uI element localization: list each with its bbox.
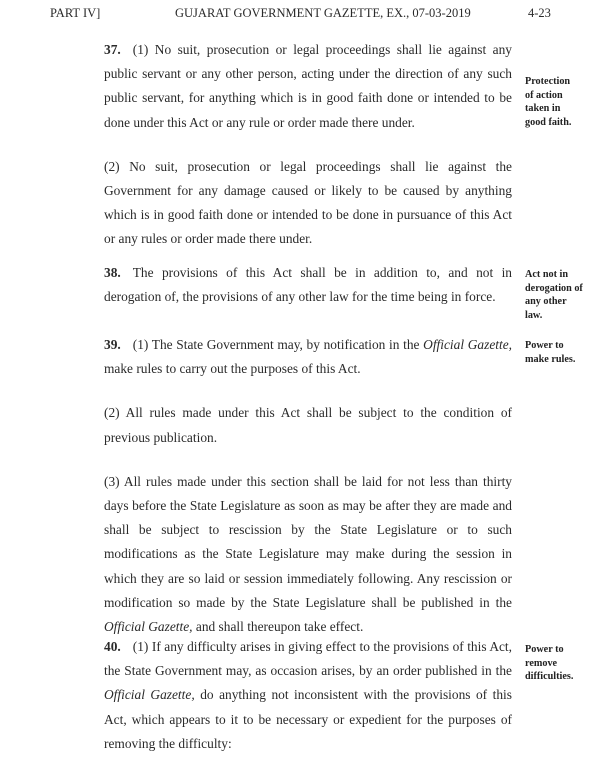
section-38-para-1: [104, 261, 512, 309]
margin-note-38: [525, 268, 605, 322]
section-37-para-2: (2) No suit, prosecution or legal proceedings shall lie against the Government for any damage caused or likely to be caused by anything which is in good faith done or intended to be done in pursuance of this Act or any rules or order made there under.: [104, 158, 512, 247]
section-text: do anything not inconsistent with the provisions of this Act, which appears to it to be necessary or expedient for the purposes of removing the difficulty:: [104, 687, 512, 751]
margin-note-line: good faith.: [525, 116, 572, 128]
section-text: (1) No suit, prosecution or legal proceedings shall lie against any public servant or any other person, acting under the direction of any such public servant, for anything which is in good faith done or intended to be done under this Act or any rule or order made there under.: [104, 42, 512, 130]
section-number: 37.: [104, 42, 121, 57]
margin-note-line: law.: [525, 309, 543, 321]
section-number: 38.: [104, 265, 121, 280]
page-header: [0, 6, 613, 26]
margin-note-line: Act not in: [525, 269, 569, 280]
margin-note-line: Power to: [525, 340, 564, 351]
margin-note-line: difficulties.: [525, 671, 574, 682]
section-38: [104, 261, 512, 329]
italic-text: Official Gazette,: [104, 619, 193, 635]
margin-note-line: Power to: [525, 644, 564, 655]
section-39-para-1: [104, 333, 512, 381]
margin-note-40: [525, 643, 605, 684]
margin-note-39: [525, 339, 605, 366]
gazette-title: GUJARAT GOVERNMENT GAZETTE, EX., 07-03-2019: [175, 6, 471, 20]
section-text: (1) If any difficulty arises in giving effect to the provisions of this Act, the State Government may, as occasion arises, by an order published in the: [104, 639, 512, 679]
margin-note-line: any other: [525, 296, 567, 307]
section-37-para-1: [104, 38, 512, 135]
margin-note-line: make rules.: [525, 353, 576, 365]
margin-note-line: taken in: [525, 103, 561, 114]
part-label: PART IV]: [50, 6, 101, 20]
margin-note-line: remove: [525, 657, 558, 669]
section-number: 39.: [104, 337, 121, 352]
section-40-para-1: [104, 635, 512, 756]
section-39-para-3: [104, 470, 512, 639]
section-text: and shall thereupon take effect.: [195, 619, 364, 635]
section-40: [104, 635, 512, 776]
margin-note-line: derogation of: [525, 282, 583, 294]
page-number: 4-23: [528, 6, 551, 20]
italic-text: Official Gazette,: [104, 687, 195, 703]
section-number: 40.: [104, 639, 121, 654]
section-text: (1) The State Government may, by notification in the: [132, 337, 420, 352]
section-text: make rules to carry out the purposes of this Act.: [104, 361, 361, 377]
italic-text: Official Gazette,: [423, 337, 512, 352]
section-text: The provisions of this Act shall be in addition to, and not in derogation of, the provisions of any other law for the time being in force.: [104, 265, 512, 305]
section-39: [104, 333, 512, 659]
margin-note-37: [525, 75, 605, 129]
section-text: (3) All rules made under this section shall be laid for not less than thirty days before the State Legislature as soon as may be after they are made and shall be subject to rescission by the State Legislature or to such modifications as the State Legislature may make during the session in which they are so laid or session immediately following. Any rescission or modification so made by the State Legislature shall be published in the: [104, 473, 512, 610]
section-39-para-2: (2) All rules made under this Act shall be subject to the condition of previous publication.: [104, 405, 512, 445]
margin-note-line: of action: [525, 89, 563, 101]
section-37: [104, 38, 512, 272]
margin-note-line: Protection: [525, 76, 571, 87]
